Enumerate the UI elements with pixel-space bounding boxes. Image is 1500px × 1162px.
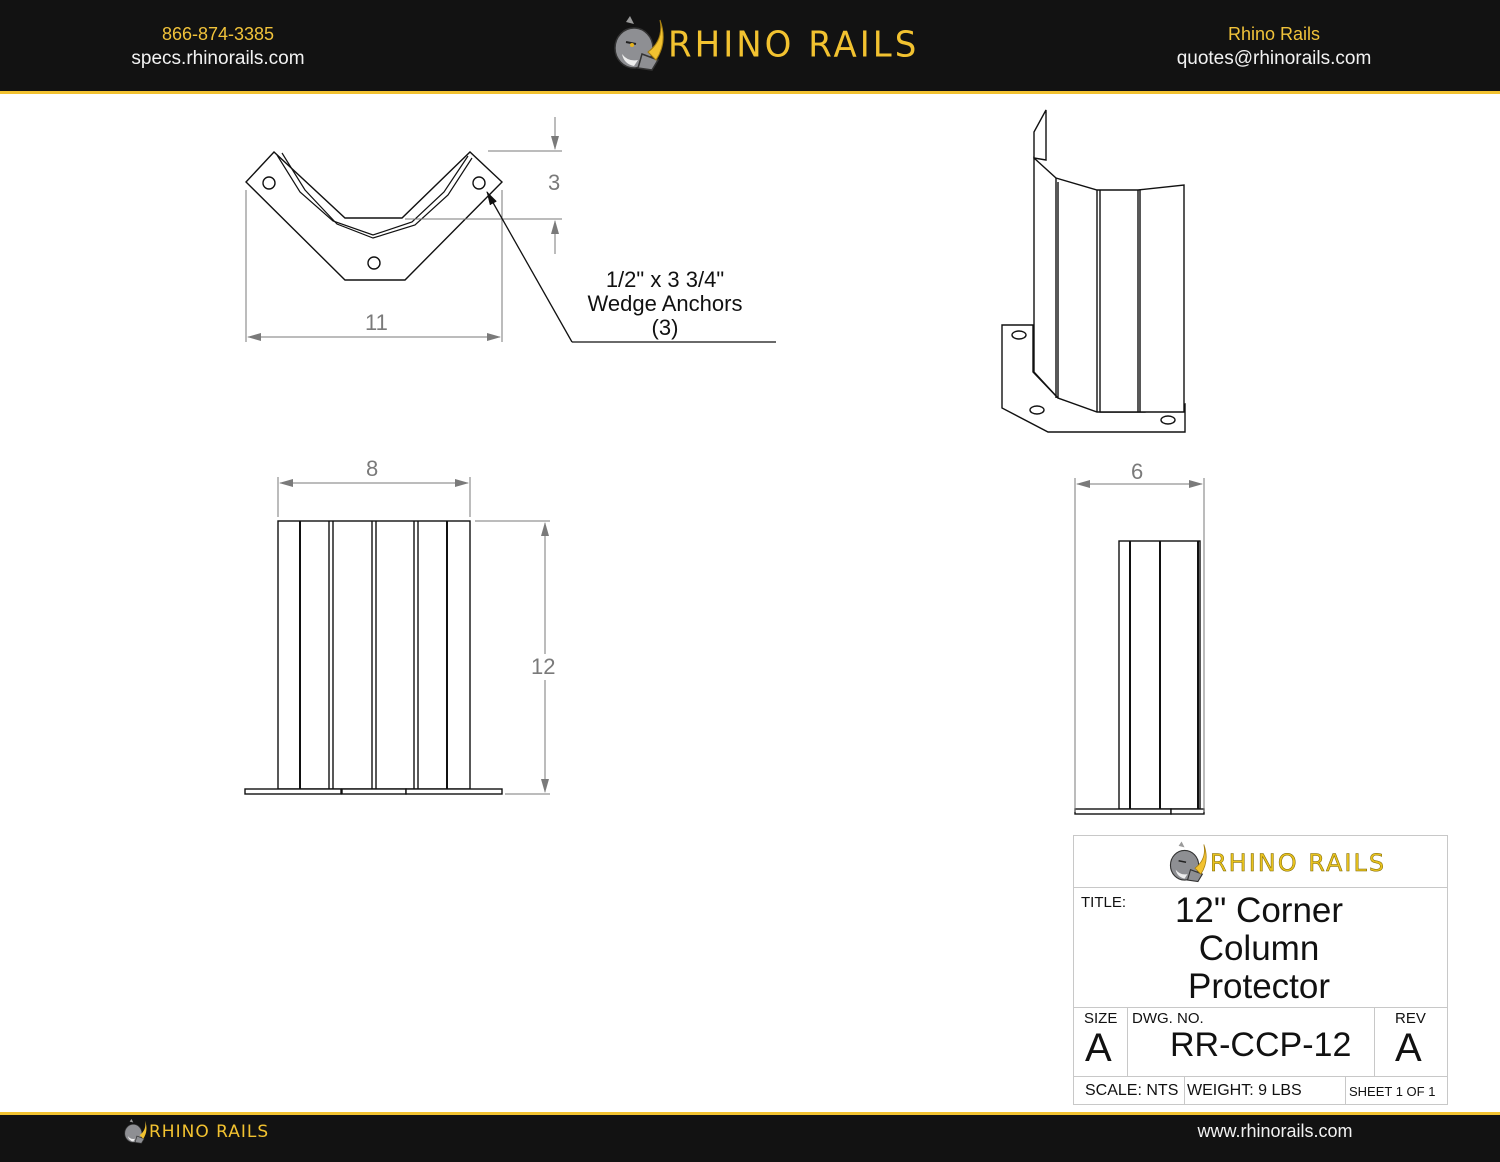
- scale-cell: [1074, 1077, 1185, 1105]
- dim-side-width: 6: [1131, 459, 1144, 484]
- quotes-email-link[interactable]: quotes@rhinorails.com: [1176, 48, 1372, 69]
- weight-text: WEIGHT: 9 LBS: [1187, 1082, 1302, 1099]
- rev-value: A: [1395, 1026, 1422, 1070]
- scale-text: SCALE: NTS: [1085, 1082, 1179, 1099]
- dwg-no-value: RR-CCP-12: [1170, 1026, 1352, 1064]
- title-label: TITLE:: [1081, 894, 1127, 911]
- website-link[interactable]: www.rhinorails.com: [1197, 1121, 1353, 1141]
- company-name: Rhino Rails: [1227, 24, 1321, 44]
- anchor-callout-size: 1/2" x 3 3/4": [605, 267, 725, 292]
- anchor-callout: [570, 268, 760, 340]
- dwg-no-label: DWG. NO.: [1132, 1010, 1204, 1027]
- dim-front-width: 8: [366, 456, 379, 481]
- title-block-logo: [1168, 840, 1386, 886]
- sheet-cell: [1346, 1077, 1447, 1105]
- side-view: [1075, 541, 1204, 814]
- weight-cell: [1185, 1077, 1346, 1105]
- rhino-head-icon: [1168, 840, 1210, 886]
- drawing-title-line2: Column: [1198, 929, 1320, 968]
- title-block: [1073, 835, 1448, 1105]
- drawing-title-line3: Protector: [1188, 967, 1330, 1006]
- isometric-view: [1002, 110, 1185, 432]
- sheet-text: SHEET 1 OF 1: [1349, 1084, 1436, 1099]
- rhino-head-icon: [123, 1118, 149, 1146]
- footer-logo: [123, 1118, 269, 1146]
- size-label: SIZE: [1084, 1010, 1118, 1027]
- rev-cell: [1375, 1008, 1447, 1076]
- drawing-title-line1: 12" Corner: [1174, 891, 1344, 930]
- title-block-brand: RHINO RAILS: [1210, 849, 1387, 877]
- title-block-logo-row: [1074, 836, 1447, 888]
- anchor-callout-type: Wedge Anchors: [587, 291, 743, 316]
- phone-number[interactable]: 866-874-3385: [161, 24, 275, 44]
- dim-front-height: 12: [531, 654, 556, 679]
- dwg-no-cell: [1128, 1008, 1375, 1076]
- title-row: [1074, 888, 1447, 1008]
- footer-brand: RHINO RAILS: [149, 1122, 270, 1142]
- top-view: [246, 152, 502, 280]
- size-value: A: [1085, 1026, 1112, 1070]
- dwg-meta-row: [1074, 1077, 1447, 1105]
- drawing-title: [1144, 892, 1374, 1006]
- rev-label: REV: [1395, 1010, 1426, 1027]
- dim-top-width: 11: [365, 310, 388, 335]
- front-view: [245, 521, 502, 794]
- anchor-callout-qty: (3): [651, 315, 679, 340]
- brand-name: RHINO RAILS: [668, 24, 920, 66]
- specs-link[interactable]: specs.rhinorails.com: [131, 48, 305, 69]
- dim-top-depth: 3: [548, 170, 561, 195]
- size-cell: [1074, 1008, 1128, 1076]
- dwg-info-row: [1074, 1008, 1447, 1077]
